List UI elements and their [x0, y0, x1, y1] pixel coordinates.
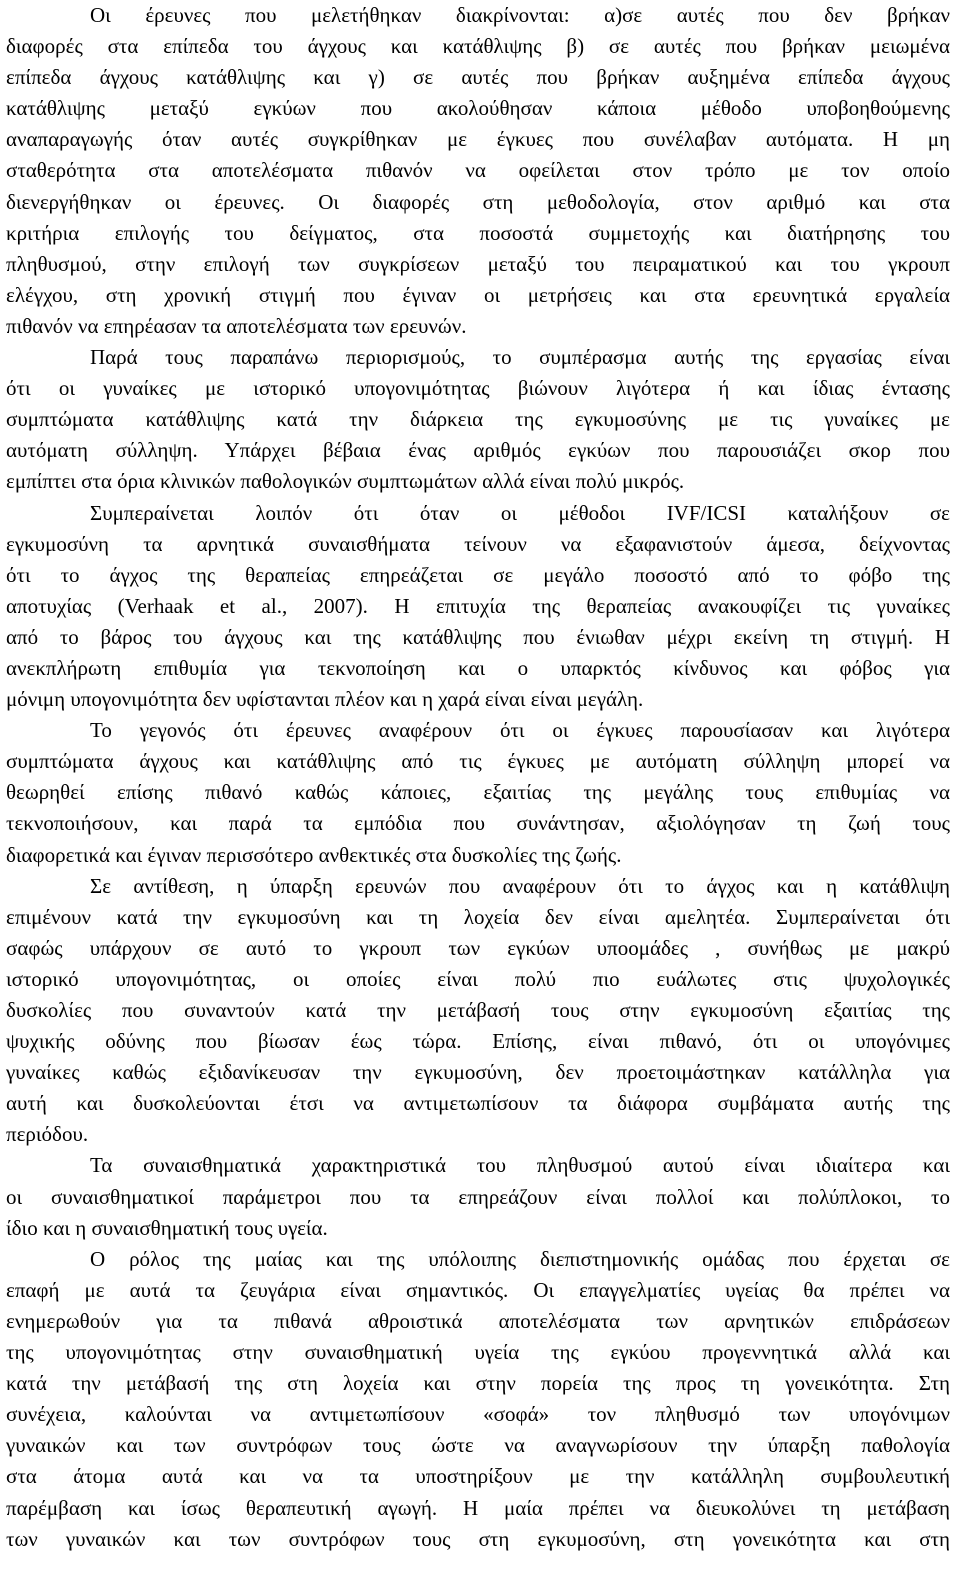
text-line: Σε αντίθεση, η ύπαρξη ερευνών που αναφέρουν ότι το άγχος και η κατάθλιψη	[90, 873, 950, 898]
text-line: αναπαραγωγής όταν αυτές συγκρίθηκαν με έγκυες που συνέλαβαν αυτόματα. Η μη	[6, 127, 950, 152]
text-line: από το βάρος του άγχους και της κατάθλιψης που ένιωθαν μέχρι εκείνη τη στιγμή. Η	[6, 624, 950, 649]
paragraph	[6, 342, 950, 497]
text-line: αυτή και δυσκολεύονται έτσι να αντιμετωπίσουν τα διάφορα συμβάματα αυτής της	[6, 1091, 950, 1116]
paragraph	[6, 871, 950, 1151]
text-line: επίπεδα άγχους κατάθλιψης και γ) σε αυτές που βρήκαν αυξημένα επίπεδα άγχους	[6, 65, 950, 90]
text-line: ότι οι γυναίκες με ιστορικό υπογονιμότητας βιώνουν λιγότερα ή και ίδιας έντασης	[6, 376, 950, 401]
text-line: στα άτομα αυτά και να τα υποστηρίξουν με την κατάλληλη συμβουλευτική	[6, 1464, 950, 1489]
text-line: ανεκπλήρωτη επιθυμία για τεκνοποίηση και ο υπαρκτός κίνδυνος και φόβος για	[6, 655, 950, 680]
text-line: Ο ρόλος της μαίας και της υπόλοιπης διεπιστημονικής ομάδας που έρχεται σε	[90, 1246, 950, 1271]
text-line: διαφορές στα επίπεδα του άγχους και κατάθλιψης β) σε αυτές που βρήκαν μειωμένα	[6, 34, 950, 59]
text-line: τεκνοποιήσουν, και παρά τα εμπόδια που συνάντησαν, αξιολόγησαν τη ζωή τους	[6, 811, 950, 836]
paragraph	[6, 498, 950, 716]
text-line: διενεργήθηκαν οι έρευνες. Οι διαφορές στη μεθοδολογία, στον αριθμό και στα	[6, 189, 950, 214]
text-line: πιθανόν να επηρέασαν τα αποτελέσματα των ερευνών.	[6, 313, 467, 338]
text-line: μόνιμη υπογονιμότητα δεν υφίστανται πλέον και η χαρά είναι είναι μεγάλη.	[6, 687, 644, 712]
text-line: συνέχεια, καλούνται να αντιμετωπίσουν «σοφά» τον πληθυσμό των υπογόνιμων	[6, 1402, 950, 1427]
text-line: Παρά τους παραπάνω περιορισμούς, το συμπέρασμα αυτής της εργασίας είναι	[90, 345, 950, 370]
text-line: κατά την μετάβασή της στη λοχεία και στην πορεία της προς τη γονεικότητα. Στη	[6, 1371, 950, 1396]
paragraph	[6, 715, 950, 870]
paragraph	[6, 0, 950, 342]
text-line: οι συναισθηματικοί παράμετροι που τα επηρεάζουν είναι πολλοί και πολύπλοκοι, το	[6, 1184, 950, 1209]
text-line: κατάθλιψης μεταξύ εγκύων που ακολούθησαν κάποια μέθοδο υποβοηθούμενης	[6, 96, 950, 121]
text-line: Συμπεραίνεται λοιπόν ότι όταν οι μέθοδοι IVF/ICSI καταλήξουν σε	[90, 500, 950, 525]
text-line: ότι το άγχος της θεραπείας επηρεάζεται σε μεγάλο ποσοστό από το φόβο της	[6, 562, 950, 587]
text-line: ψυχικής οδύνης που βίωσαν έως τώρα. Επίσης, είναι πιθανό, ότι οι υπογόνιμες	[6, 1029, 950, 1054]
paragraph	[6, 1244, 950, 1555]
text-line: δυσκολίες που συναντούν κατά την μετάβασή τους στην εγκυμοσύνη εξαιτίας της	[6, 998, 950, 1022]
text-line: συμπτώματα άγχους και κατάθλιψης από τις έγκυες με αυτόματη σύλληψη μπορεί να	[6, 749, 950, 774]
text-line: ελέγχου, στη χρονική στιγμή που έγιναν οι μετρήσεις και στα ερευνητικά εργαλεία	[6, 282, 950, 307]
text-line: κριτήρια επιλογής του δείγματος, στα ποσοστά συμμετοχής και διατήρησης του	[6, 220, 950, 245]
text-line: σταθερότητα στα αποτελέσματα πιθανόν να οφείλεται στον τρόπο με τον οποίο	[6, 158, 950, 183]
text-line: σαφώς υπάρχουν σε αυτό το γκρουπ των εγκύων υποομάδες , συνήθως με μακρύ	[6, 935, 950, 960]
text-line: Οι έρευνες που μελετήθηκαν διακρίνονται: α)σε αυτές που δεν βρήκαν	[90, 3, 950, 27]
text-line: των γυναικών και των συντρόφων τους στη εγκυμοσύνη, στη γονεικότητα και στη	[6, 1526, 950, 1551]
paragraph	[6, 1150, 950, 1243]
text-line: επιμένουν κατά την εγκυμοσύνη και τη λοχεία δεν είναι αμελητέα. Συμπεραίνεται ότι	[6, 904, 950, 929]
text-line: συμπτώματα κατάθλιψης κατά την διάρκεια της εγκυμοσύνης με τις γυναίκες με	[6, 407, 950, 432]
text-line: θεωρηθεί επίσης πιθανό καθώς κάποιες, εξαιτίας της μεγάλης τους επιθυμίας να	[6, 780, 950, 805]
text-line: διαφορετικά και έγιναν περισσότερο ανθεκτικές στα δυσκολίες της ζωής.	[6, 842, 622, 867]
text-line: αυτόματη σύλληψη. Υπάρχει βέβαια ένας αριθμός εγκύων που παρουσιάζει σκορ που	[6, 438, 950, 463]
text-line: Το γεγονός ότι έρευνες αναφέρουν ότι οι έγκυες παρουσίασαν και λιγότερα	[90, 718, 950, 743]
text-line: παρέμβαση και ίσως θεραπευτική αγωγή. Η μαία πρέπει να διευκολύνει τη μετάβαση	[6, 1495, 950, 1520]
text-line: ιστορικό υπογονιμότητας, οι οποίες είναι πολύ πιο ευάλωτες στις ψυχολογικές	[6, 966, 950, 991]
text-line: επαφή με αυτά τα ζευγάρια είναι σημαντικός. Οι επαγγελματίες υγείας θα πρέπει να	[6, 1277, 950, 1302]
text-line: ενημερωθούν για τα πιθανά αθροιστικά αποτελέσματα των αρνητικών επιδράσεων	[6, 1308, 950, 1333]
text-line: περιόδου.	[6, 1122, 89, 1147]
text-line: της υπογονιμότητας στην συναισθηματική υγεία της εγκύου προγεννητικά αλλά και	[6, 1340, 950, 1365]
document-body	[6, 0, 950, 1555]
text-line: αποτυχίας (Verhaak et al., 2007). Η επιτυχία της θεραπείας ανακουφίζει τις γυναίκες	[6, 593, 950, 618]
text-line: γυναίκες καθώς εξιδανίκευσαν την εγκυμοσύνη, δεν προετοιμάστηκαν κατάλληλα για	[6, 1060, 950, 1085]
text-line: ίδιο και η συναισθηματική τους υγεία.	[6, 1215, 328, 1240]
text-line: εγκυμοσύνη τα αρνητικά συναισθήματα τείνουν να εξαφανιστούν άμεσα, δείχνοντας	[6, 531, 950, 556]
text-line: Τα συναισθηματικά χαρακτηριστικά του πληθυσμού αυτού είναι ιδιαίτερα και	[90, 1153, 950, 1178]
text-line: πληθυσμού, στην επιλογή των συγκρίσεων μεταξύ του πειραματικού και του γκρουπ	[6, 251, 950, 276]
text-line: γυναικών και των συντρόφων τους ώστε να αναγνωρίσουν την ύπαρξη παθολογία	[6, 1433, 950, 1458]
text-line: εμπίπτει στα όρια κλινικών παθολογικών συμπτωμάτων αλλά είναι πολύ μικρός.	[6, 469, 685, 494]
